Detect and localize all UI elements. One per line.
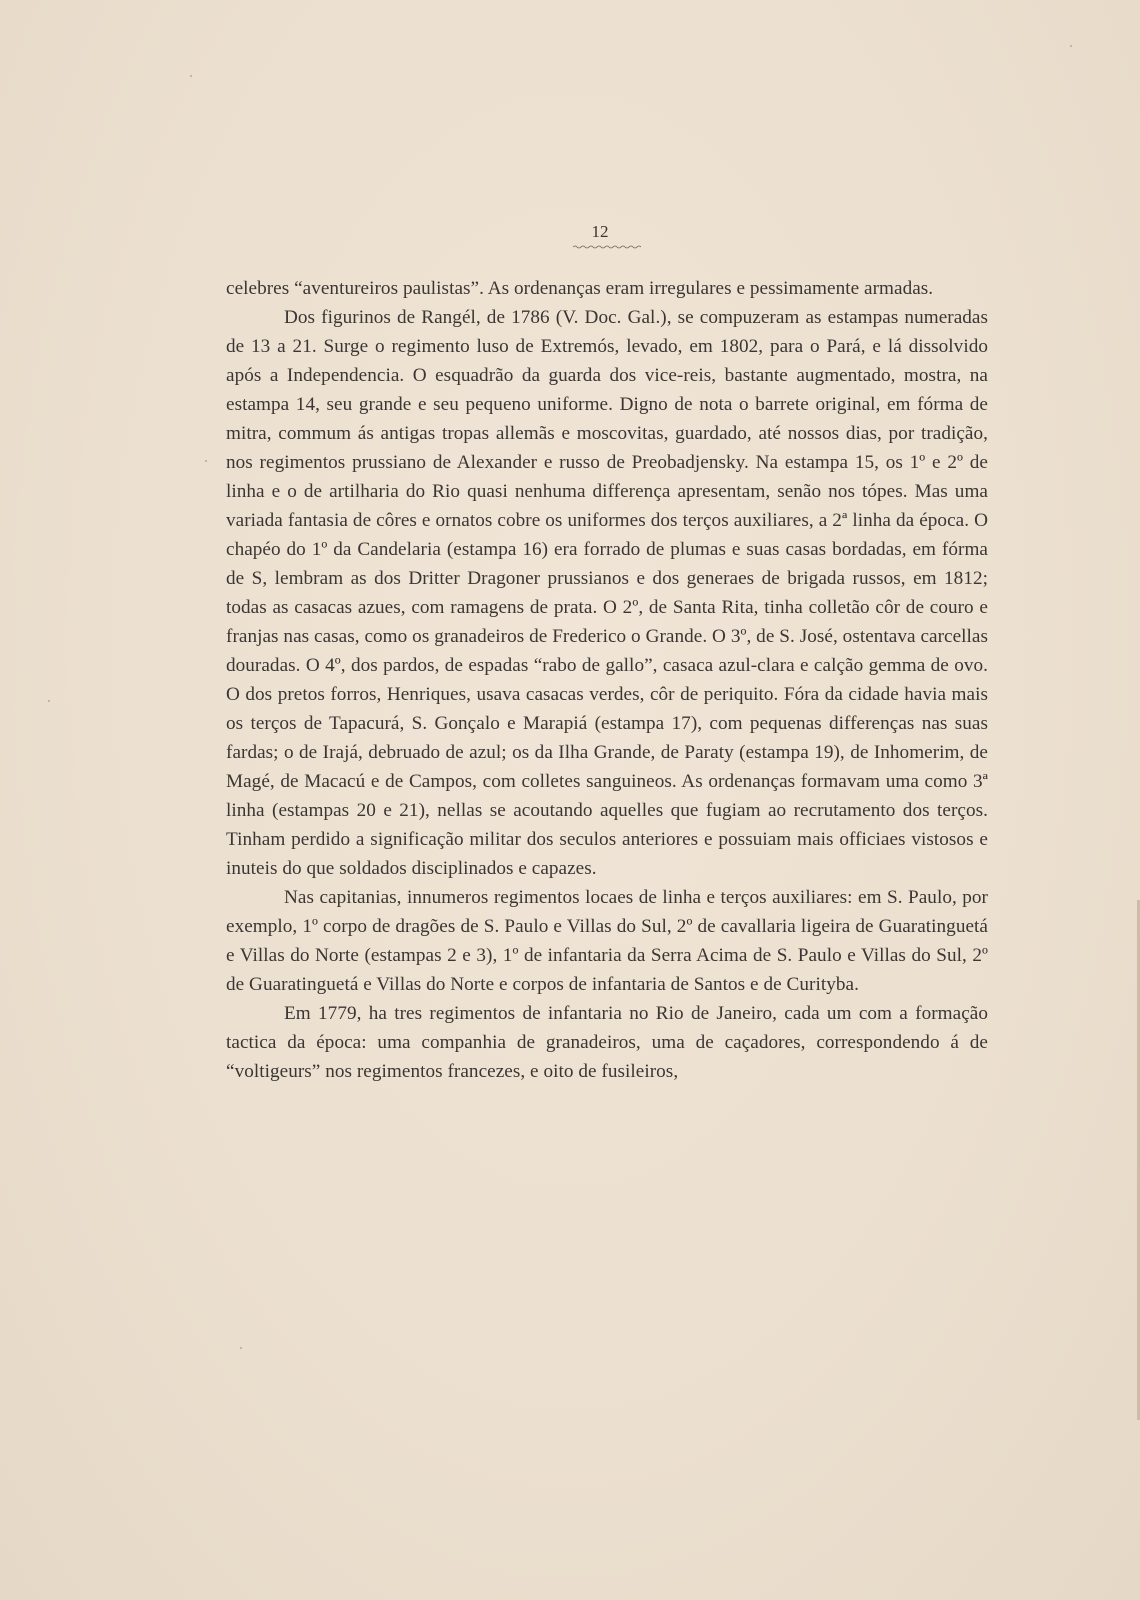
paragraph-figurinos: Dos figurinos de Rangél, de 1786 (V. Doc. Gal.), se compuzeram as estampas numeradas de 13 a 21. Surge o regimento luso de Extremós, levado, em 1802, para o Pará, e lá dissolvido após a Independencia. O esquadrão da guarda dos vice-reis, bastante augmentado, mostra, na estampa 14, seu grande e seu pequeno uniforme. Digno de nota o barrete original, em fórma de mitra, commum ás antigas tropas allemãs e moscovitas, guardado, até nossos dias, por tradição, nos regimentos prussiano de Alexander e russo de Preobadjensky. Na estampa 15, os 1º e 2º de linha e o de artilharia do Rio quasi nenhuma differença apresentam, senão nos tópes. Mas uma variada fantasia de côres e ornatos cobre os uniformes dos terços auxiliares, a 2ª linha da época. O chapéo do 1º da Candelaria (estampa 16) era forrado de plumas e suas casas bordadas, em fórma de S, lembram as dos Dritter Dragoner prussianos e dos generaes de brigada russos, em 1812; todas as casacas azues, com ramagens de prata. O 2º, de Santa Rita, tinha colletão côr de couro e franjas nas casas, como os granadeiros de Frederico o Grande. O 3º, de S. José, ostentava carcellas douradas. O 4º, dos pardos, de espadas “rabo de gallo”, casaca azul-clara e calção gemma de ovo. O dos pretos forros, Henriques, usava casacas verdes, côr de periquito. Fóra da cidade havia mais os terços de Tapacurá, S. Gonçalo e Marapiá (estampa 17), com pequenas differenças nas suas fardas; o de Irajá, debruado de azul; os da Ilha Grande, de Paraty (estampa 19), de Inhomerim, de Magé, de Macacú e de Campos, com colletes sanguineos. As ordenanças formavam uma como 3ª linha (estampas 20 e 21), nellas se acoutando aquelles que fugiam ao recrutamento dos terços. Tinham perdido a significação militar dos seculos anteriores e possuiam mais officiaes vistosos e inuteis do que soldados disciplinados e capazes.	[226, 307, 988, 879]
paragraph-continuation: celebres “aventureiros paulistas”. As ordenanças eram irregulares e pessimamente armadas.	[226, 278, 934, 299]
paragraph-capitanias: Nas capitanias, innumeros regimentos locaes de linha e terços auxiliares: em S. Paulo, por exemplo, 1º corpo de dragões de S. Paulo e Villas do Sul, 2º de cavallaria ligeira de Guaratinguetá e Villas do Norte (estampas 2 e 3), 1º de infantaria da Serra Acima de S. Paulo e Villas do Sul, 2º de Guaratinguetá e Villas do Norte e corpos de infantaria de Santos e de Curityba.	[226, 887, 988, 995]
body-text	[226, 274, 988, 1086]
paper-speck	[190, 75, 192, 77]
paper-speck	[48, 700, 50, 702]
paper-speck	[240, 1347, 242, 1349]
paper-speck	[205, 460, 207, 462]
paragraph-regimentos-1779: Em 1779, ha tres regimentos de infantaria no Rio de Janeiro, cada um com a formação tactica da época: uma companhia de granadeiros, uma de caçadores, correspondendo á de “voltigeurs” nos regimentos francezes, e oito de fusileiros,	[226, 1003, 988, 1082]
page-number-ornament	[573, 245, 641, 249]
page-number: 12	[591, 222, 609, 241]
paper-speck	[1070, 45, 1072, 47]
